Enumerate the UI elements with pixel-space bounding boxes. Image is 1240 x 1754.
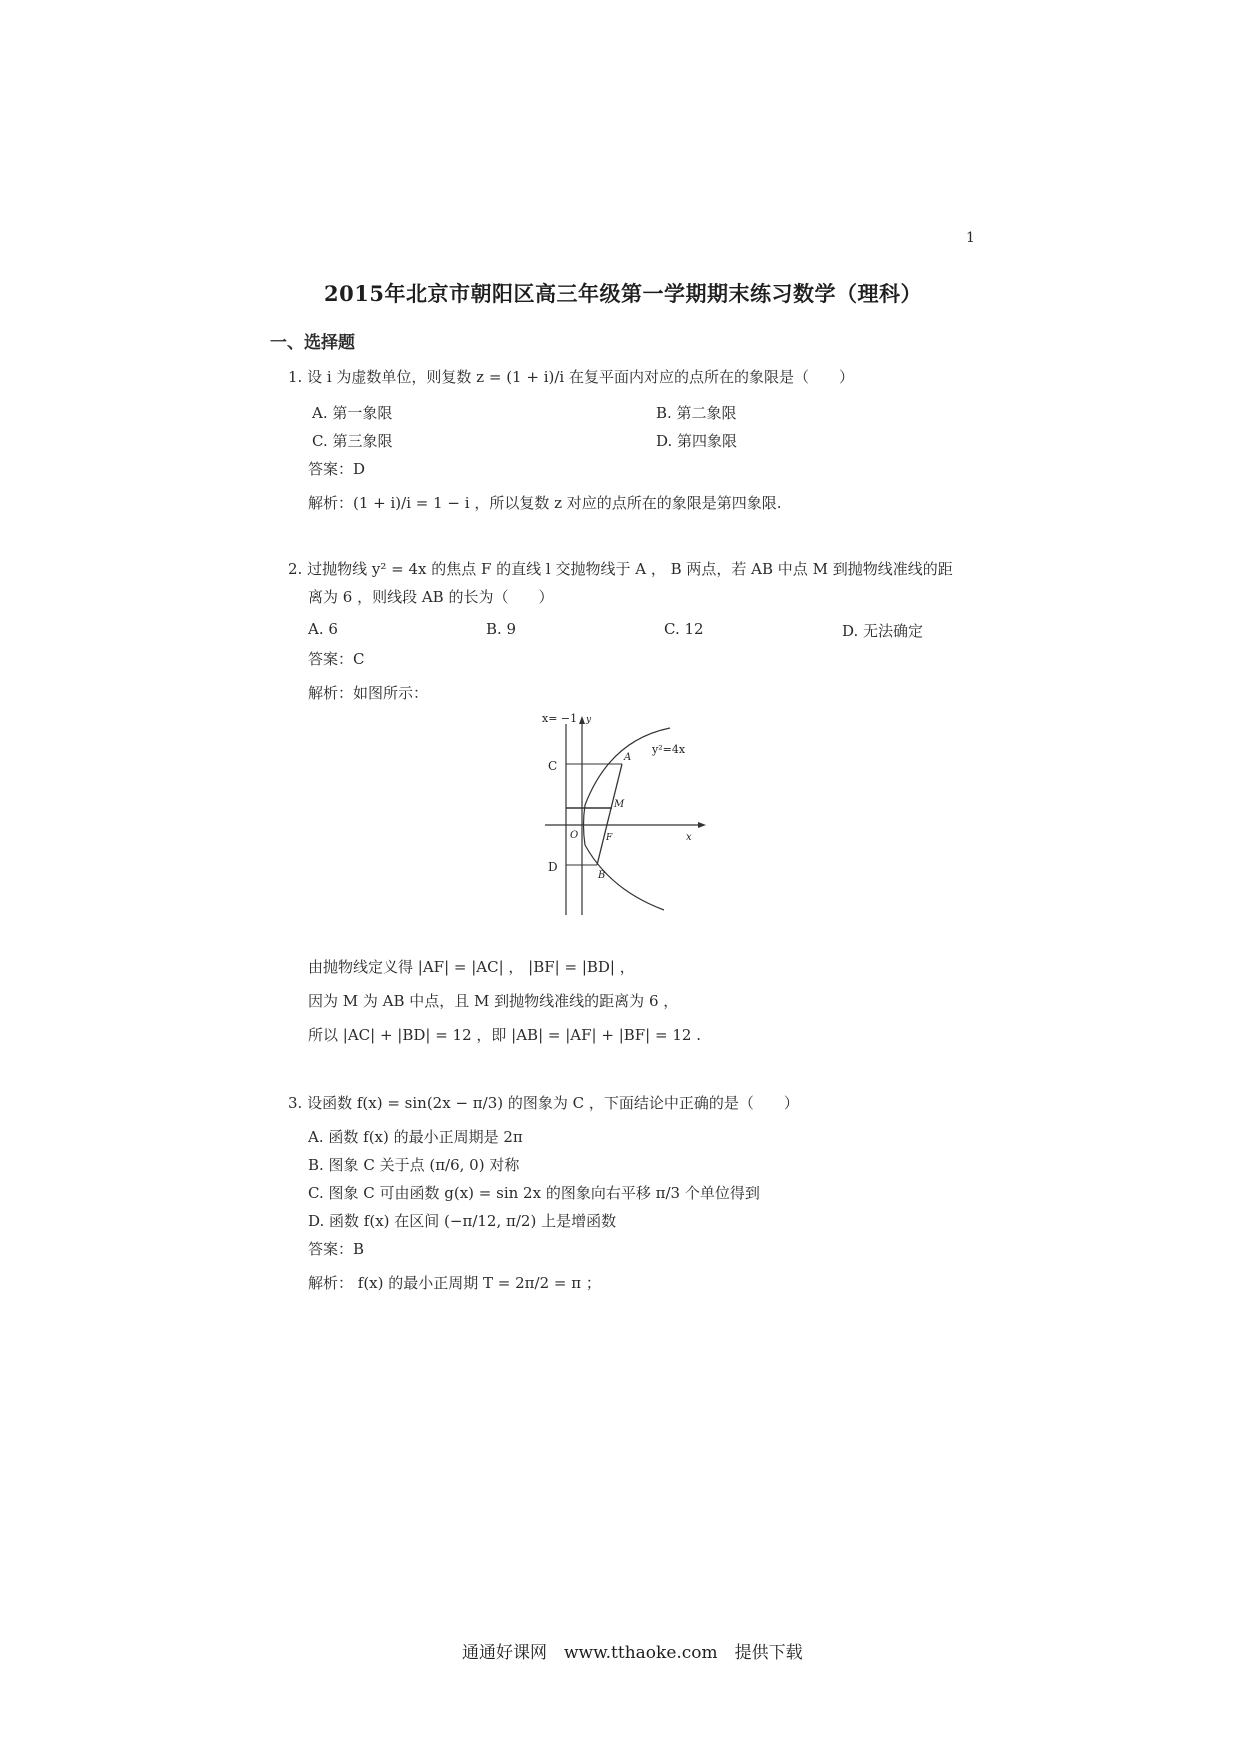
- x-axis-arrow: [698, 822, 706, 828]
- point-a-label: A: [624, 752, 632, 763]
- q3-option-a: A. 函数 f(x) 的最小正周期是 2π: [308, 1128, 523, 1146]
- y-axis-label: y: [586, 715, 592, 725]
- q3-option-b: B. 图象 C 关于点 (π/6, 0) 对称: [308, 1156, 520, 1174]
- directrix-label: x= −1: [542, 712, 578, 725]
- q2-option-b: B. 9: [486, 620, 517, 638]
- q3-analysis: 解析： f(x) 的最小正周期 T = 2π/2 = π ；: [308, 1274, 601, 1292]
- parabola-diagram: [540, 710, 720, 920]
- q2-answer: 答案：C: [308, 650, 365, 668]
- q3-answer: 答案：B: [308, 1240, 365, 1258]
- q2-step-1: 由抛物线定义得 |AF| = |AC| ， |BF| = |BD| ，: [308, 958, 635, 976]
- point-c-label: C: [548, 759, 558, 773]
- q2-stem-line2: 离为 6 ，则线段 AB 的长为（ ）: [308, 588, 554, 606]
- q2-step-2: 因为 M 为 AB 中点，且 M 到抛物线准线的距离为 6 ，: [308, 992, 679, 1010]
- q2-step-3: 所以 |AC| + |BD| = 12 ，即 |AB| = |AF| + |BF| = 12 .: [308, 1026, 701, 1044]
- point-d-label: D: [548, 860, 558, 874]
- q1-answer: 答案：D: [308, 460, 366, 478]
- y-axis-arrow: [579, 716, 585, 724]
- footer-source: 通通好课网 www.tthaoke.com 提供下载: [462, 1643, 803, 1663]
- q3-option-d: D. 函数 f(x) 在区间 (−π/12, π/2) 上是增函数: [308, 1212, 617, 1230]
- q2-analysis-intro: 解析：如图所示：: [308, 684, 429, 702]
- q2-option-c: C. 12: [664, 620, 704, 638]
- section-heading: 一、选择题: [270, 333, 355, 353]
- q1-option-c: C. 第三象限: [312, 432, 393, 450]
- x-axis-label: x: [686, 832, 692, 843]
- q1-analysis: 解析：(1 + i)/i = 1 − i ，所以复数 z 对应的点所在的象限是第四象限.: [308, 494, 782, 512]
- q2-stem-line1: 2. 过抛物线 y² = 4x 的焦点 F 的直线 l 交抛物线于 A ， B 两点，若 AB 中点 M 到抛物线准线的距: [288, 560, 953, 578]
- point-m-label: M: [614, 799, 625, 810]
- focal-chord-ab: [597, 764, 622, 865]
- q1-option-d: D. 第四象限: [656, 432, 738, 450]
- curve-label: y²=4x: [652, 743, 686, 756]
- q1-option-b: B. 第二象限: [656, 404, 737, 422]
- point-f-label: F: [606, 833, 613, 843]
- q3-stem: 3. 设函数 f(x) = sin(2x − π/3) 的图象为 C ，下面结论中正确的是（ ）: [288, 1094, 799, 1112]
- q1-stem: 1. 设 i 为虚数单位，则复数 z = (1 + i)/i 在复平面内对应的点所在的象限是（ ）: [288, 368, 854, 386]
- page-title: 2015年北京市朝阳区高三年级第一学期期末练习数学（理科）: [324, 281, 922, 306]
- page-number: 1: [966, 230, 975, 246]
- q2-option-d: D. 无法确定: [842, 622, 924, 640]
- point-o-label: O: [570, 830, 579, 841]
- q3-option-c: C. 图象 C 可由函数 g(x) = sin 2x 的图象向右平移 π/3 个单位得到: [308, 1184, 760, 1202]
- q1-option-a: A. 第一象限: [312, 404, 393, 422]
- point-b-label: B: [598, 870, 606, 881]
- q2-option-a: A. 6: [308, 620, 338, 638]
